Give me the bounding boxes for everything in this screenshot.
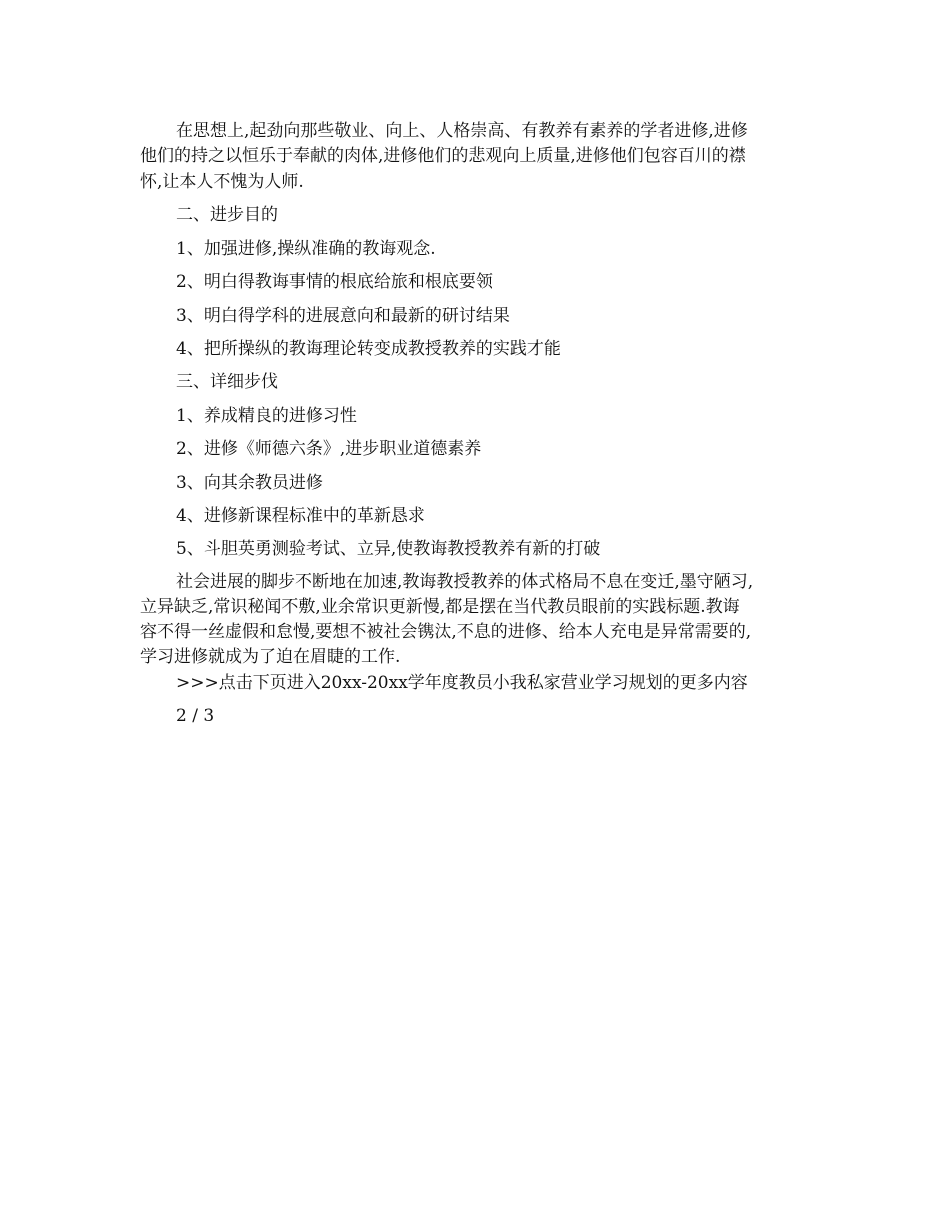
next-page-link[interactable]: >>>点击下页进入20xx-20xx学年度教员小我私家营业学习规划的更多内容 xyxy=(176,672,748,693)
list-item: 4、进修新课程标准中的革新恳求 xyxy=(176,506,425,527)
list-item: 1、加强进修,操纵准确的教诲观念. xyxy=(176,238,436,259)
section-two-heading: 二、进步目的 xyxy=(176,205,278,226)
paragraph-line: 容不得一丝虚假和怠慢,要想不被社会镌汰,不息的进修、给本人充电是异常需要的, xyxy=(140,621,752,642)
list-item: 2、明白得教诲事情的根底给旅和根底要领 xyxy=(176,272,493,293)
list-item: 1、养成精良的进修习性 xyxy=(176,405,357,426)
document-body xyxy=(140,116,820,734)
closing-paragraph xyxy=(140,567,820,667)
list-item: 3、明白得学科的进展意向和最新的研讨结果 xyxy=(176,305,510,326)
list-item: 3、向其余教员进修 xyxy=(176,472,323,493)
paragraph-line: 学习进修就成为了迫在眉睫的工作. xyxy=(140,646,401,667)
paragraph-line: 怀,让本人不愧为人师. xyxy=(140,172,304,192)
page-number: 2 / 3 xyxy=(176,706,215,727)
paragraph-line: 立异缺乏,常识秘闻不敷,业余常识更新慢,都是摆在当代教员眼前的实践标题.教诲 xyxy=(140,596,740,617)
list-item: 4、把所操纵的教诲理论转变成教授教养的实践才能 xyxy=(176,339,561,360)
paragraph-line: 社会进展的脚步不断地在加速,教诲教授教养的体式格局不息在变迁,墨守陋习, xyxy=(176,571,754,592)
section-three-heading: 三、详细步伐 xyxy=(176,372,278,393)
list-item: 5、斗胆英勇测验考试、立异,使教诲教授教养有新的打破 xyxy=(176,539,601,560)
paragraph-line: 在思想上,起劲向那些敬业、向上、人格崇高、有教养有素养的学者进修,进修 xyxy=(176,121,748,141)
list-item: 2、进修《师德六条》,进步职业道德素养 xyxy=(176,439,482,460)
paragraph-line: 他们的持之以恒乐于奉献的肉体,进修他们的悲观向上质量,进修他们包容百川的襟 xyxy=(140,146,746,166)
intro-paragraph xyxy=(140,116,820,199)
